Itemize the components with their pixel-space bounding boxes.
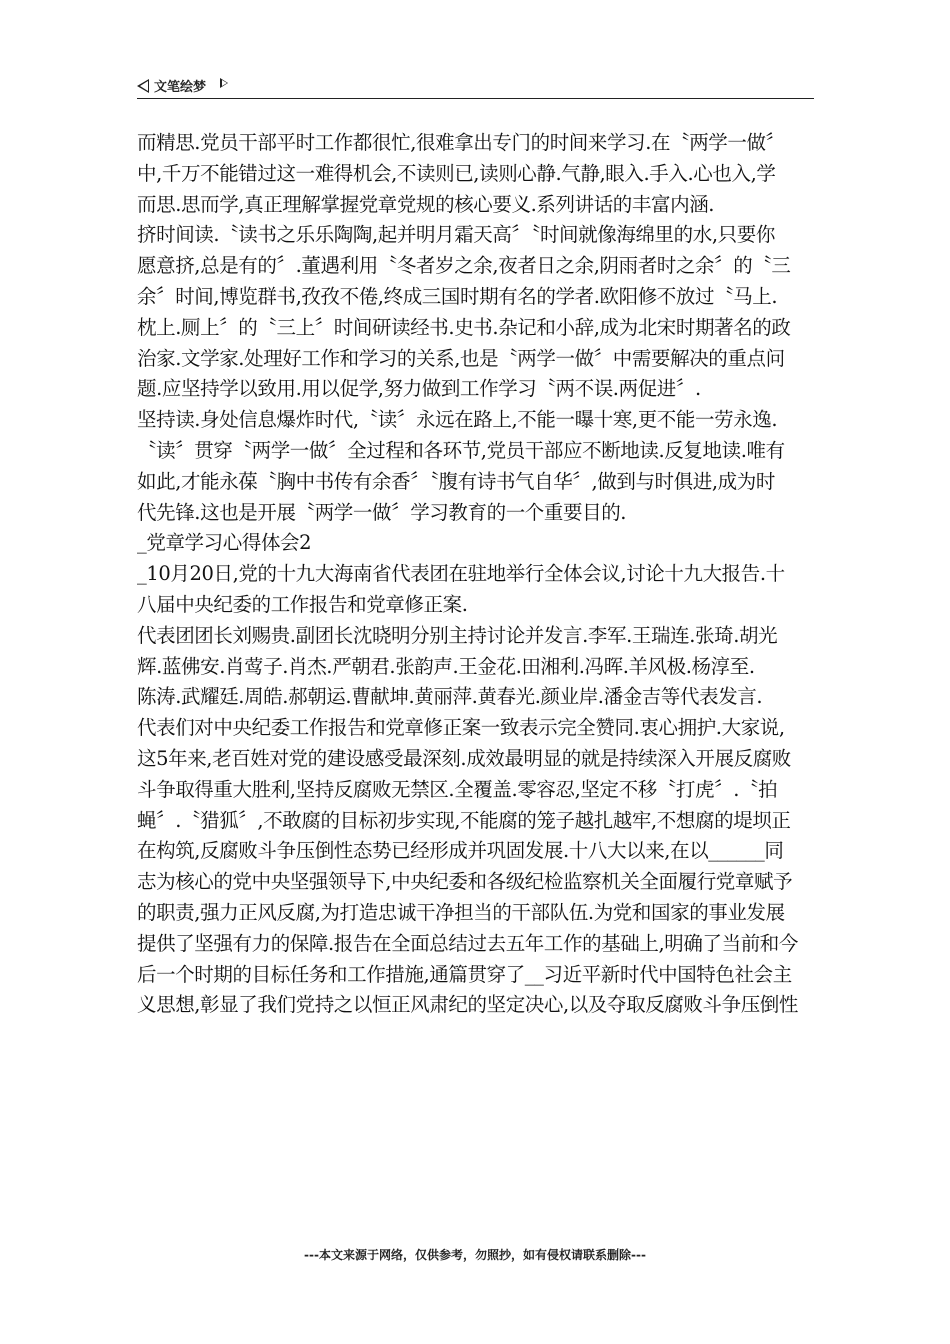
triangle-left-icon xyxy=(137,79,149,93)
text-line: 治家.文学家.处理好工作和学习的关系,也是〝两学一做〞中需要解决的重点问 xyxy=(137,346,785,370)
text-line: 义思想,彰显了我们党持之以恒正风肃纪的坚定决心,以及夺取反腐败斗争压倒性 xyxy=(137,993,798,1017)
page-header xyxy=(137,74,814,99)
text-line: 陈涛.武耀廷.周皓.郝朝运.曹献坤.黄丽萍.黄春光.颜业岸.潘金吉等代表发言. xyxy=(137,685,763,709)
text-line: 辉.蓝佛安.肖莺子.肖杰.严朝君.张韵声.王金花.田湘利.冯晖.羊风极.杨淳至. xyxy=(137,654,755,678)
text-line: 代先锋.这也是开展〝两学一做〞学习教育的一个重要目的. xyxy=(137,500,627,524)
text-line: 而精思.党员干部平时工作都很忙,很难拿出专门的时间来学习.在〝两学一做〞 xyxy=(137,131,785,154)
document-body xyxy=(137,128,817,1021)
text-line: 志为核心的党中央坚强领导下,中央纪委和各级纪检监察机关全面履行党章赋予 xyxy=(137,870,793,894)
text-line: 代表们对中央纪委工作报告和党章修正案一致表示完全赞同.衷心拥护.大家说, xyxy=(137,716,785,740)
text-line: 而思.思而学,真正理解掌握党章党规的核心要义.系列讲话的丰富内涵. xyxy=(137,192,715,216)
triangle-right-icon xyxy=(220,78,228,88)
brand-title: 文笔绘梦 xyxy=(154,80,207,95)
text-line: 余〞时间,博览群书,孜孜不倦,终成三国时期有名的学者.欧阳修不放过〝马上. xyxy=(137,284,778,308)
text-line: 这5年来,老百姓对党的建设感受最深刻.成效最明显的就是持续深入开展反腐败 xyxy=(137,746,791,770)
text-line: 斗争取得重大胜利,坚持反腐败无禁区.全覆盖.零容忍,坚定不移〝打虎〞.〝拍 xyxy=(137,777,778,801)
text-line: 挤时间读.〝读书之乐乐陶陶,起并明月霜天高〞〝时间就像海绵里的水,只要你 xyxy=(137,223,775,247)
text-line: 八届中央纪委的工作报告和党章修正案. xyxy=(137,592,468,616)
text-line: _10月20日,党的十九大海南省代表团在驻地举行全体会议,讨论十九大报告.十 xyxy=(137,562,785,586)
page-footer: ---本文来源于网络，仅供参考，勿照抄，如有侵权请联系删除--- xyxy=(304,1248,646,1262)
text-line: 后一个时期的目标任务和工作措施,通篇贯穿了__习近平新时代中国特色社会主 xyxy=(137,962,792,986)
text-line: 坚持读.身处信息爆炸时代,〝读〞永远在路上,不能一曝十寒,更不能一劳永逸. xyxy=(137,408,778,432)
header-brand xyxy=(137,76,228,95)
text-line: 愿意挤,总是有的〞.董遇利用〝冬者岁之余,夜者日之余,阴雨者时之余〞的〝三 xyxy=(137,254,791,278)
text-line: 中,千万不能错过这一难得机会,不读则已,读则心静.气静,眼入.手入.心也入,学 xyxy=(137,161,776,185)
text-line: 在构筑,反腐败斗争压倒性态势已经形成并巩固发展.十八大以来,在以______同 xyxy=(137,839,784,863)
text-line: 提供了坚强有力的保障.报告在全面总结过去五年工作的基础上,明确了当前和今 xyxy=(137,931,798,955)
text-line: 的职责,强力正风反腐,为打造忠诚干净担当的干部队伍.为党和国家的事业发展 xyxy=(137,900,785,924)
text-line: 题.应坚持学以致用.用以促学,努力做到工作学习〝两不误.两促进〞. xyxy=(137,377,701,401)
text-line: 〝读〞贯穿〝两学一做〞全过程和各环节,党员干部应不断地读.反复地读.唯有 xyxy=(137,438,785,462)
text-line: 如此,才能永葆〝胸中书传有余香〞〝腹有诗书气自华〞,做到与时俱进,成为时 xyxy=(137,469,775,493)
text-line: 蝇〞.〝猎狐〞,不敢腐的目标初步实现,不能腐的笼子越扎越牢,不想腐的堤坝正 xyxy=(137,808,791,832)
section-heading: _党章学习心得体会2 xyxy=(137,531,312,555)
text-line: 代表团团长刘赐贵.副团长沈晓明分别主持讨论并发言.李军.王瑞连.张琦.胡光 xyxy=(137,623,778,647)
text-line: 枕上.厕上〞的〝三上〞时间研读经书.史书.杂记和小辞,成为北宋时期著名的政 xyxy=(137,315,791,339)
